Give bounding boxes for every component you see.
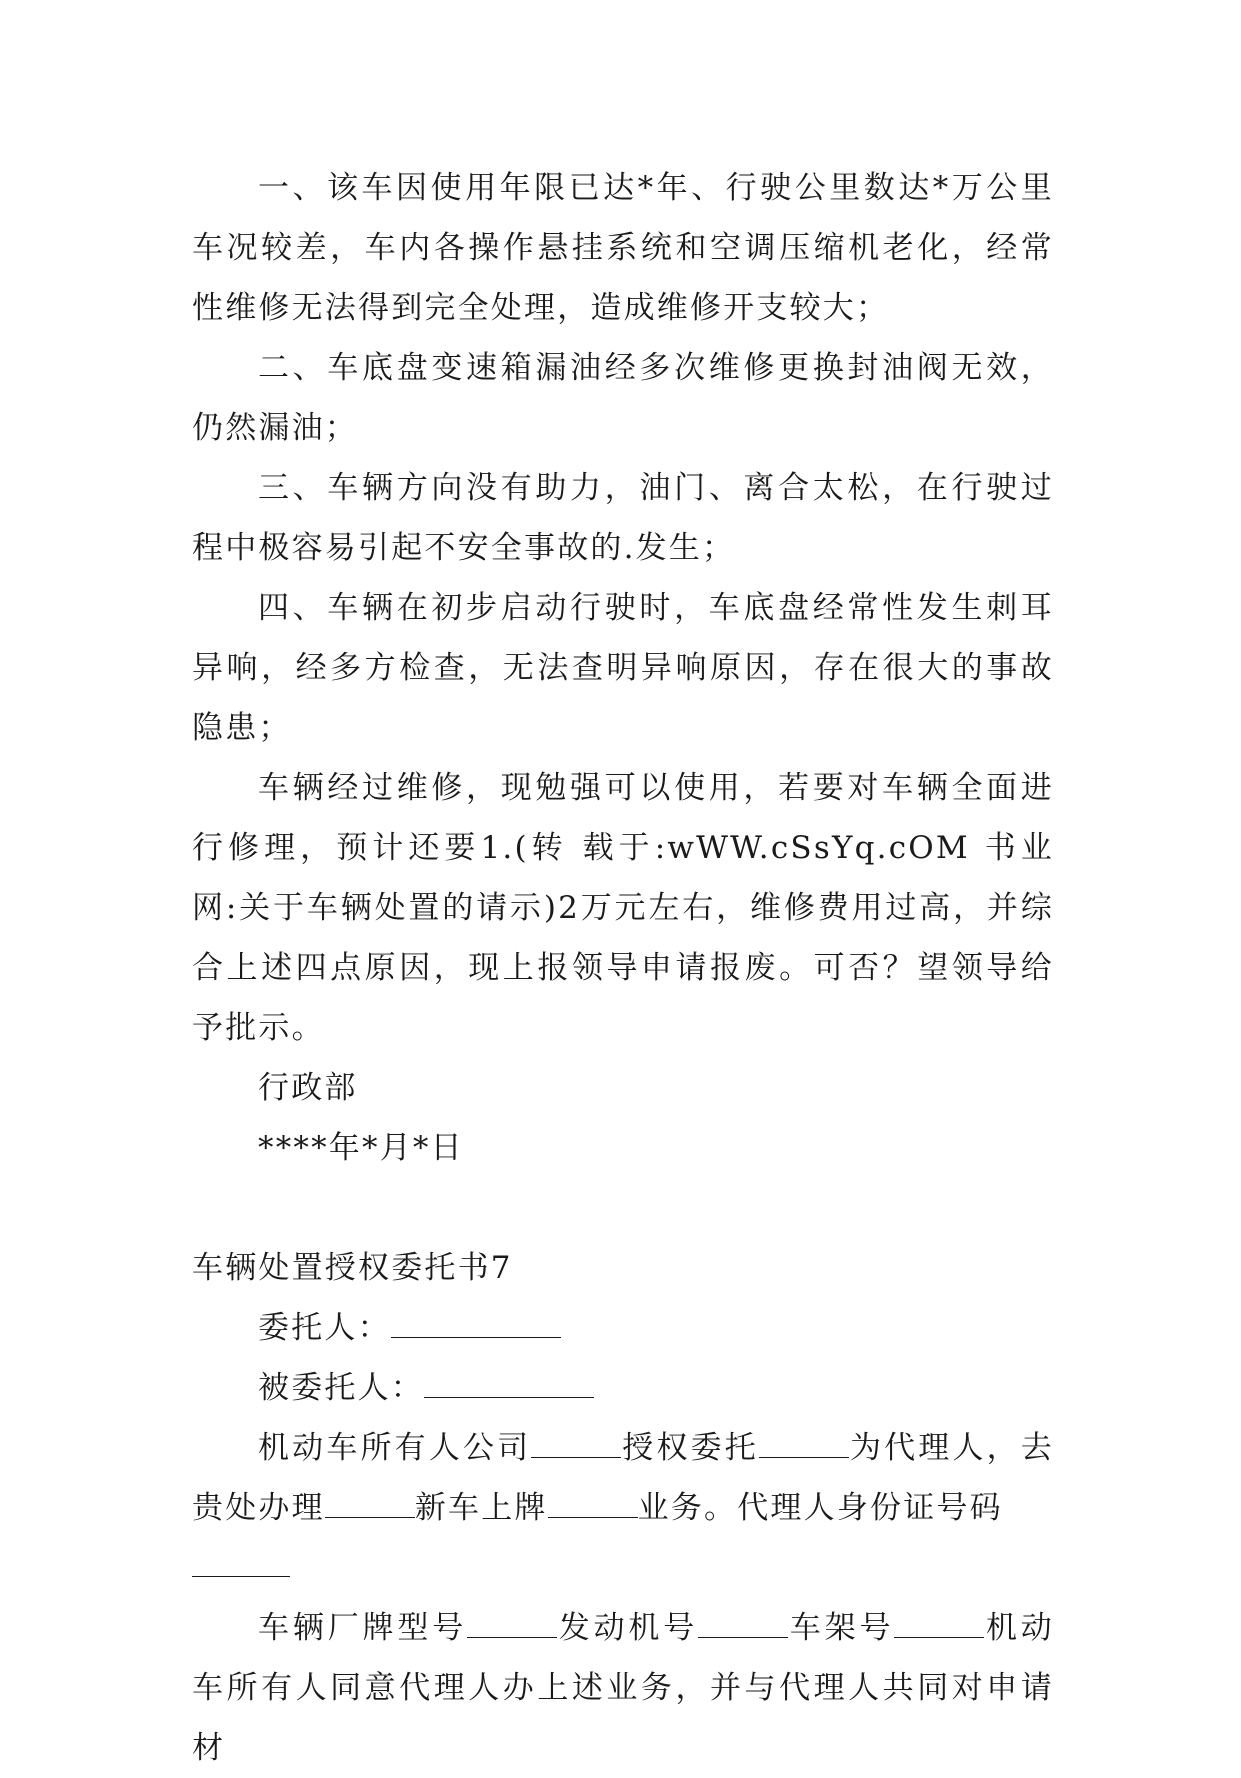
agent-name-blank xyxy=(759,1435,849,1458)
principal-line xyxy=(192,1298,1054,1358)
owner-company-blank xyxy=(531,1435,621,1458)
id-number-text: 业务。代理人身份证号码 xyxy=(637,1490,1003,1526)
engine-number-text: 发动机号 xyxy=(557,1610,699,1646)
reason-paragraph-3: 三、车辆方向没有助力，油门、离合太松，在行驶过程中极容易引起不安全事故的.发生； xyxy=(192,470,1054,566)
department-signature: 行政部 xyxy=(258,1070,358,1106)
office-blank xyxy=(325,1495,415,1518)
new-plate-text: 新车上牌 xyxy=(414,1490,548,1526)
reason-paragraph-1: 一、该车因使用年限已达*年、行驶公里数达*万公里车况较差，车内各操作悬挂系统和空调压缩机老化，经常性维修无法得到完全处理，造成维修开支较大； xyxy=(192,170,1054,326)
principal-label: 委托人： xyxy=(258,1310,391,1346)
owner-consent-text: 机动车所有人同意代理人办上述业务，并与代理人共同对申请材 xyxy=(192,1610,1054,1766)
frame-number-blank xyxy=(894,1615,984,1638)
section-spacer xyxy=(192,1178,1054,1238)
conclusion-paragraph: 车辆经过维修，现勉强可以使用，若要对车辆全面进行修理，预计还要1.(转 载于:wWW.cSsYq.cOM 书业网:关于车辆处置的请示)2万元左右，维修费用过高，并综合上述四点原因，现上报领导申请报废。可否？望领导给予批示。 xyxy=(192,770,1054,1046)
brand-model-blank xyxy=(467,1615,557,1638)
agent-blank xyxy=(424,1375,594,1398)
principal-blank xyxy=(391,1315,561,1338)
agent-line xyxy=(192,1358,1054,1418)
id-number-blank xyxy=(192,1538,1054,1598)
engine-number-blank xyxy=(698,1615,788,1638)
owner-company-text: 机动车所有人公司 xyxy=(258,1430,532,1466)
agent-label: 被委托人： xyxy=(258,1370,424,1406)
section-title: 车辆处置授权委托书7 xyxy=(192,1250,513,1286)
brand-model-text: 车辆厂牌型号 xyxy=(258,1610,468,1646)
authorize-text: 授权委托 xyxy=(621,1430,759,1466)
authorization-paragraph-1 xyxy=(192,1418,1054,1538)
document-page xyxy=(192,158,1054,1778)
reason-paragraph-2: 二、车底盘变速箱漏油经多次维修更换封油阀无效，仍然漏油； xyxy=(192,350,1054,446)
authorization-paragraph-2 xyxy=(192,1598,1054,1778)
frame-number-text: 车架号 xyxy=(788,1610,895,1646)
signature-date: ****年*月*日 xyxy=(258,1130,464,1166)
handle-text: 为代理人，去贵处办理 xyxy=(192,1430,1054,1526)
business-blank xyxy=(548,1495,638,1518)
reason-paragraph-4: 四、车辆在初步启动行驶时，车底盘经常性发生刺耳异响，经多方检查，无法查明异响原因，存在很大的事故隐患； xyxy=(192,590,1054,746)
